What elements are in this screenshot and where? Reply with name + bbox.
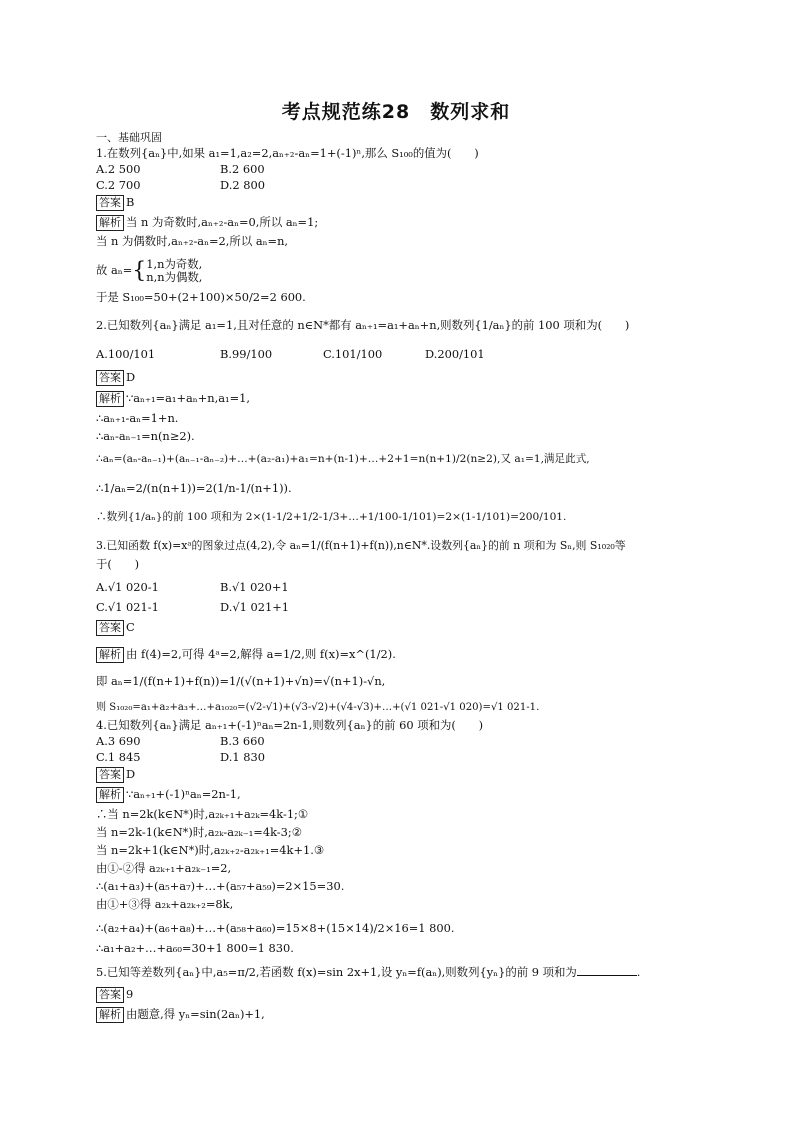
- q4-solution-row-1: [96, 787, 241, 803]
- q4-solution-row-7: 由①+③得 a₂ₖ+a₂ₖ₊₂=8k,: [96, 897, 234, 911]
- page-title: 考点规范练28 数列求和: [281, 101, 511, 123]
- answer-label: 答案: [96, 620, 124, 636]
- answer-label: 答案: [96, 195, 124, 211]
- answer-label: 答案: [96, 767, 124, 783]
- q4-option-b: B.3 660: [220, 734, 265, 748]
- q1-piecewise-lhs: 故 aₙ=: [96, 263, 133, 277]
- q2-option-c: C.101/100: [323, 347, 383, 361]
- q1-solution-row-2: 当 n 为偶数时,aₙ₊₂-aₙ=2,所以 aₙ=n,: [96, 234, 289, 248]
- q5-stem-text: 5.已知等差数列{aₙ}中,a₅=π/2,若函数 f(x)=sin 2x+1,设 yₙ=f(aₙ),则数列{yₙ}的前 9 项和为: [96, 965, 577, 979]
- q2-solution-row-1: [96, 391, 250, 407]
- q5-solution-text: 由题意,得 yₙ=sin(2aₙ)+1,: [126, 1007, 265, 1021]
- q1-answer: B: [126, 195, 135, 209]
- q1-option-d: D.2 800: [220, 178, 265, 192]
- question-4-stem: 4.已知数列{aₙ}满足 aₙ₊₁+(-1)ⁿaₙ=2n-1,则数列{aₙ}的前 60 项和为( ): [96, 718, 484, 732]
- analysis-label: 解析: [96, 787, 124, 803]
- question-3-stem-line-1: 3.已知函数 f(x)=xᵃ的图象过点(4,2),令 aₙ=1/(f(n+1)+f(n)),n∈N*.设数列{aₙ}的前 n 项和为 Sₙ,则 S₁₀₂₀等: [96, 539, 626, 552]
- q3-answer: C: [126, 620, 135, 634]
- q1-piecewise: 故 aₙ={1,n为奇数, n,n为偶数,: [96, 257, 203, 284]
- question-2-stem: 2.已知数列{aₙ}满足 a₁=1,且对任意的 n∈N*都有 aₙ₊₁=a₁+aₙ+n,则数列{1/aₙ}的前 100 项和为( ): [96, 318, 630, 332]
- answer-label: 答案: [96, 370, 124, 386]
- q4-solution-row-4: 当 n=2k+1(k∈N*)时,a₂ₖ₊₂-a₂ₖ₊₁=4k+1.③: [96, 843, 325, 857]
- q5-solution-row-1: [96, 1007, 265, 1023]
- q1-case-even: n,n为偶数,: [146, 270, 203, 284]
- q4-solution-row-5: 由①-②得 a₂ₖ₊₁+a₂ₖ₋₁=2,: [96, 861, 232, 875]
- q2-option-b: B.99/100: [220, 347, 273, 361]
- q2-solution-row-5: ∴1/aₙ=2/(n(n+1))=2(1/n-1/(n+1)).: [96, 481, 292, 495]
- q4-option-a: A.3 690: [96, 734, 141, 748]
- q3-answer-row: [96, 620, 135, 636]
- q2-solution-row-6: ∴数列{1/aₙ}的前 100 项和为 2×(1-1/2+1/2-1/3+…+1/100-1/101)=2×(1-1/101)=200/101.: [96, 511, 567, 523]
- q3-solution-row-2: 即 aₙ=1/(f(n+1)+f(n))=1/(√(n+1)+√n)=√(n+1)-√n,: [96, 674, 386, 688]
- q4-option-c: C.1 845: [96, 750, 141, 764]
- section-heading: 一、基础巩固: [96, 131, 162, 144]
- q4-solution-row-8: ∴(a₂+a₄)+(a₆+a₈)+…+(a₅₈+a₆₀)=15×8+(15×14)/2×16=1 800.: [96, 921, 455, 935]
- analysis-label: 解析: [96, 1007, 124, 1023]
- q3-option-a: A.√1 020-1: [96, 580, 159, 594]
- answer-label: 答案: [96, 987, 124, 1003]
- answer-blank[interactable]: [577, 965, 637, 976]
- question-5-stem: [96, 965, 640, 980]
- q4-solution-row-2: ∴当 n=2k(k∈N*)时,a₂ₖ₊₁+a₂ₖ=4k-1;①: [96, 807, 309, 821]
- q4-solution-row-9: ∴a₁+a₂+…+a₆₀=30+1 800=1 830.: [96, 941, 294, 955]
- q2-solution-text: ∵aₙ₊₁=a₁+aₙ+n,a₁=1,: [126, 391, 250, 405]
- q3-option-b: B.√1 020+1: [220, 580, 289, 594]
- q1-answer-row: [96, 195, 134, 211]
- q4-option-d: D.1 830: [220, 750, 265, 764]
- q4-solution-text: ∵aₙ₊₁+(-1)ⁿaₙ=2n-1,: [126, 787, 241, 801]
- q1-case-odd: 1,n为奇数,: [146, 257, 203, 271]
- q3-solution-text: 由 f(4)=2,可得 4ᵃ=2,解得 a=1/2,则 f(x)=x^(1/2).: [126, 647, 396, 661]
- q2-solution-row-2: ∴aₙ₊₁-aₙ=1+n.: [96, 411, 179, 425]
- q1-solution-row-4: 于是 S₁₀₀=50+(2+100)×50/2=2 600.: [96, 290, 306, 304]
- question-3-stem-line-2: 于( ): [96, 557, 140, 571]
- q2-answer: D: [126, 370, 136, 384]
- q2-solution-row-4: ∴aₙ=(aₙ-aₙ₋₁)+(aₙ₋₁-aₙ₋₂)+…+(a₂-a₁)+a₁=n+(n-1)+…+2+1=n(n+1)/2(n≥2),又 a₁=1,满足此式,: [96, 453, 590, 465]
- q5-answer: 9: [126, 987, 134, 1001]
- q4-solution-row-3: 当 n=2k-1(k∈N*)时,a₂ₖ-a₂ₖ₋₁=4k-3;②: [96, 825, 302, 839]
- q4-solution-row-6: ∴(a₁+a₃)+(a₅+a₇)+…+(a₅₇+a₅₉)=2×15=30.: [96, 879, 345, 893]
- q1-option-c: C.2 700: [96, 178, 141, 192]
- q2-answer-row: [96, 370, 135, 386]
- q1-option-a: A.2 500: [96, 162, 141, 176]
- q2-solution-row-3: ∴aₙ-aₙ₋₁=n(n≥2).: [96, 429, 195, 443]
- q1-solution-text: 当 n 为奇数时,aₙ₊₂-aₙ=0,所以 aₙ=1;: [126, 215, 319, 229]
- q2-option-d: D.200/101: [425, 347, 485, 361]
- q5-stem-end: .: [636, 965, 641, 979]
- q2-option-a: A.100/101: [96, 347, 156, 361]
- q4-answer: D: [126, 767, 136, 781]
- analysis-label: 解析: [96, 215, 124, 231]
- analysis-label: 解析: [96, 391, 124, 407]
- q3-solution-row-3: 则 S₁₀₂₀=a₁+a₂+a₃+…+a₁₀₂₀=(√2-√1)+(√3-√2)+(√4-√3)+…+(√1 021-√1 020)=√1 021-1.: [96, 702, 540, 713]
- q1-option-b: B.2 600: [220, 162, 265, 176]
- q5-answer-row: [96, 987, 133, 1003]
- q1-solution-row-1: [96, 215, 318, 231]
- q4-answer-row: [96, 767, 135, 783]
- q3-solution-row-1: [96, 647, 396, 663]
- analysis-label: 解析: [96, 647, 124, 663]
- q3-option-c: C.√1 021-1: [96, 600, 159, 614]
- q3-option-d: D.√1 021+1: [220, 600, 290, 614]
- question-1-stem: 1.在数列{aₙ}中,如果 a₁=1,a₂=2,aₙ₊₂-aₙ=1+(-1)ⁿ,那么 S₁₀₀的值为( ): [96, 146, 479, 160]
